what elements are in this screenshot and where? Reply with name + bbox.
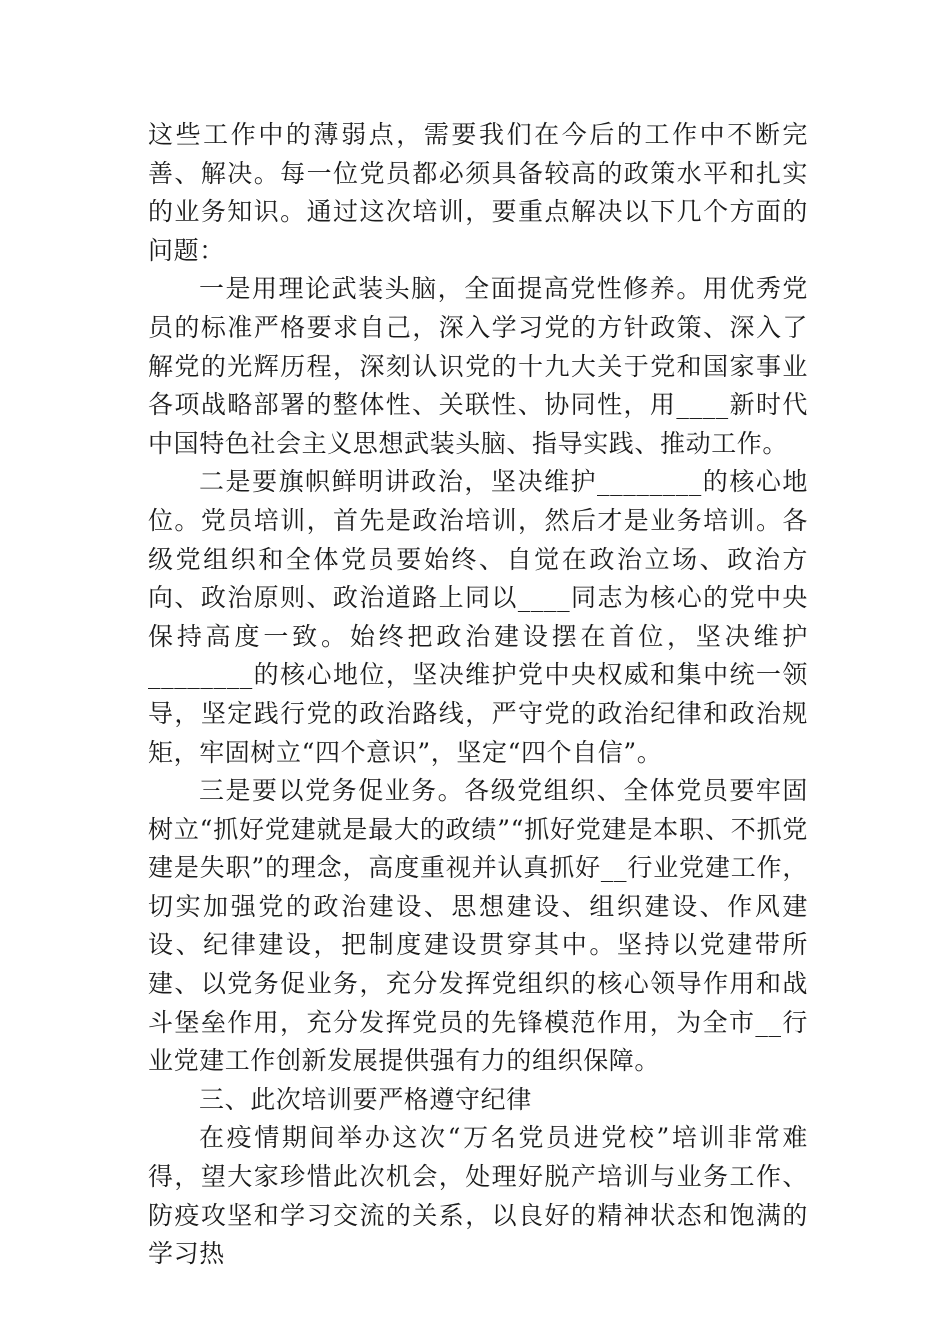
paragraph-party-affairs: 三是要以党务促业务。各级党组织、全体党员要牢固树立“抓好党建就是最大的政绩”“抓好党建是本职、不抓党建是失职”的理念，高度重视并认真抓好__行业党建工作，切实加强党的政治建设、思想建设、组织建设、作风建设、纪律建设，把制度建设贯穿其中。坚持以党建带所建、以党务促业务，充分发挥党组织的核心领导作用和战斗堡垒作用，充分发挥党员的先锋模范作用，为全市__行业党建工作创新发展提供强有力的组织保障。 (148, 776, 808, 1076)
paragraph-politics: 二是要旗帜鲜明讲政治，坚决维护________的核心地位。党员培训，首先是政治培训，然后才是业务培训。各级党组织和全体党员要始终、自觉在政治立场、政治方向、政治原则、政治道路上同以____同志为核心的党中央保持高度一致。始终把政治建设摆在首位，坚决维护________的核心地位，坚决维护党中央权威和集中统一领导，坚定践行党的政治路线，严守党的政治纪律和政治规矩，牢固树立“四个意识”，坚定“四个自信”。 (148, 467, 808, 767)
paragraph-theory-armed: 一是用理论武装头脑，全面提高党性修养。用优秀党员的标准严格要求自己，深入学习党的方针政策、深入了解党的光辉历程，深刻认识党的十九大关于党和国家事业各项战略部署的整体性、关联性、协同性，用____新时代中国特色社会主义思想武装头脑、指导实践、推动工作。 (148, 274, 808, 458)
paragraph-weak-points: 这些工作中的薄弱点，需要我们在今后的工作中不断完善、解决。每一位党员都必须具备较高的政策水平和扎实的业务知识。通过这次培训，要重点解决以下几个方面的问题： (148, 120, 808, 265)
paragraph-epidemic-training: 在疫情期间举办这次“万名党员进党校”培训非常难得，望大家珍惜此次机会，处理好脱产培训与业务工作、防疫攻坚和学习交流的关系，以良好的精神状态和饱满的学习热 (148, 1123, 808, 1269)
document-body (148, 116, 808, 1274)
section-heading-discipline: 三、此次培训要严格遵守纪律 (199, 1084, 532, 1114)
